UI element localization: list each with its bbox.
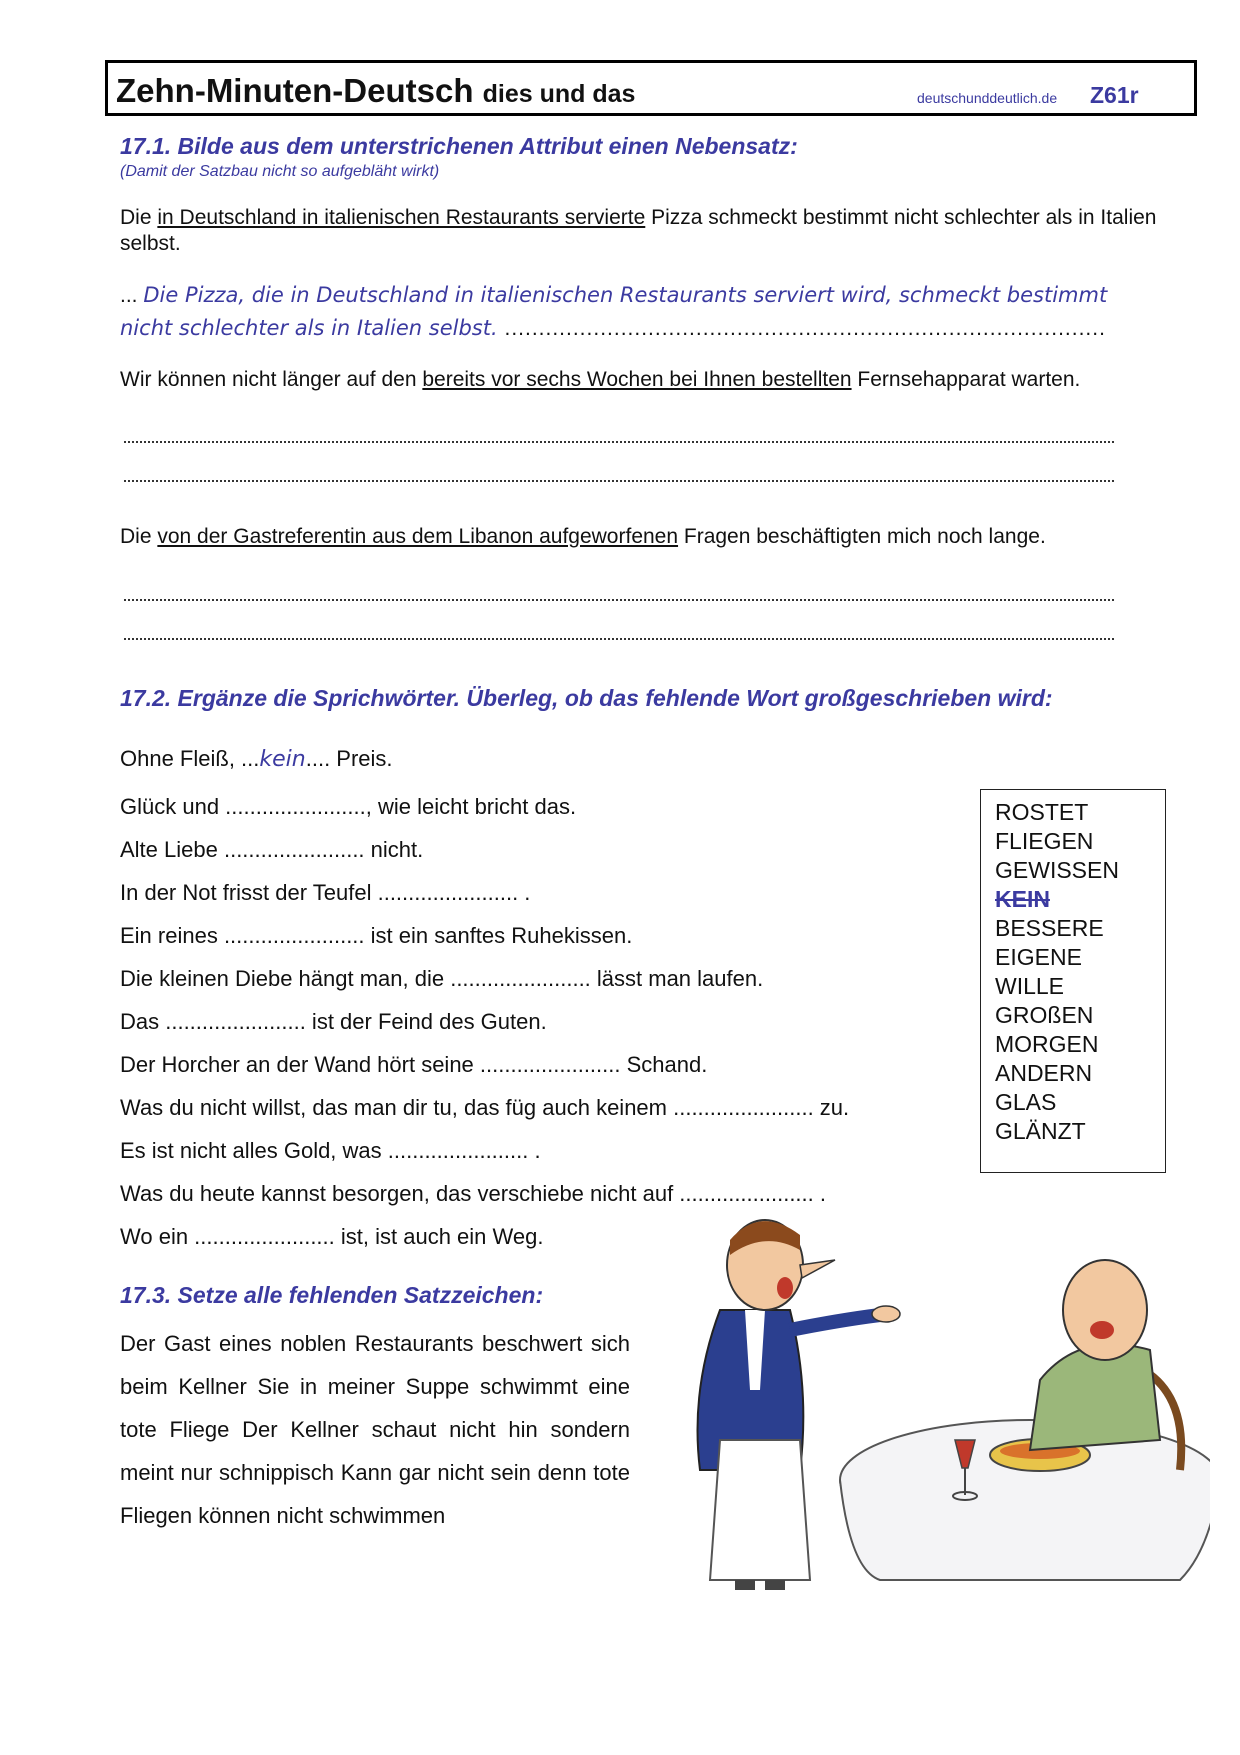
worksheet-subtitle: dies und das (482, 80, 636, 108)
example-sentence: Die in Deutschland in italienischen Restaurants servierte Pizza schmeckt bestimmt nicht schlechter als in Italien selbst. (120, 206, 1157, 255)
word-item: EIGENE (995, 944, 1082, 970)
exercise-sentence-3: Die von der Gastreferentin aus dem Libanon aufgeworfenen Fragen beschäftigten mich noch lange. (120, 525, 1046, 548)
example-answer: ... Die Pizza, die in Deutschland in italienischen Restaurants serviert wird, schmeckt bestimmt nicht schlechter als in Italien selbst. ........................................................................................ (120, 283, 1108, 340)
section-17-1-heading: 17.1. Bilde aus dem unterstrichenen Attribut einen Nebensatz: (120, 133, 798, 159)
word-item: BESSERE (995, 915, 1104, 941)
word-item-used: KEIN (995, 886, 1050, 912)
proverb: Alte Liebe ....................... nicht. (120, 837, 424, 862)
word-box (980, 789, 1166, 1173)
word-item: ANDERN (995, 1060, 1093, 1086)
proverb: Die kleinen Diebe hängt man, die ....................... lässt man laufen. (120, 966, 764, 991)
handwritten-fill: kein (259, 747, 306, 772)
word-item: ROSTET (995, 799, 1089, 825)
handwritten-answer-2: nicht schlechter als in Italien selbst. (120, 316, 498, 340)
proverb: Es ist nicht alles Gold, was ....................... . (120, 1138, 541, 1163)
guest-head (1063, 1260, 1147, 1360)
section-17-3-heading: 17.3. Setze alle fehlenden Satzzeichen: (120, 1282, 544, 1308)
word-item: GEWISSEN (995, 857, 1119, 883)
word-item: GROßEN (995, 1002, 1094, 1028)
waiter-mouth (777, 1277, 793, 1299)
word-item: WILLE (995, 973, 1065, 999)
punctuation-exercise-text: Der Gast eines noblen Restaurants beschwert sich beim Kellner Sie in meiner Suppe schwimmt eine tote Fliege Der Kellner schaut nicht hin sondern meint nur schnippisch Kann gar nicht sein denn tote Fliegen können nicht schwimmen (120, 1331, 630, 1528)
proverb: Was du heute kannst besorgen, das verschiebe nicht auf ...................... . (120, 1181, 826, 1206)
word-item: MORGEN (995, 1031, 1099, 1057)
proverb: In der Not frisst der Teufel ....................... . (120, 880, 531, 905)
answer-line[interactable] (124, 470, 1114, 482)
answer-line[interactable] (124, 431, 1114, 443)
underlined-attribute: bereits vor sechs Wochen bei Ihnen bestellten (422, 368, 852, 391)
word-item: GLÄNZT (995, 1118, 1086, 1144)
sheet-code: Z61r (1090, 82, 1139, 108)
waiter-nose (800, 1260, 835, 1278)
word-item: GLAS (995, 1089, 1057, 1115)
worksheet-title: Zehn-Minuten-Deutsch dies und das (116, 72, 636, 109)
proverb: Das ....................... ist der Feind des Guten. (120, 1009, 547, 1034)
exercise-sentence-2: Wir können nicht länger auf den bereits vor sechs Wochen bei Ihnen bestellten Fernsehapparat warten. (120, 368, 1081, 391)
guest-mouth (1090, 1321, 1114, 1339)
proverb: Der Horcher an der Wand hört seine ....................... Schand. (120, 1052, 708, 1077)
proverb: Was du nicht willst, das man dir tu, das füg auch keinem ....................... zu. (120, 1095, 850, 1120)
proverb: Glück und ......................., wie leicht bricht das. (120, 794, 577, 819)
section-17-1-note: (Damit der Satzbau nicht so aufgebläht wirkt) (120, 163, 440, 180)
waiter-arm (790, 1315, 880, 1330)
answer-line[interactable] (124, 589, 1114, 601)
underlined-attribute: von der Gastreferentin aus dem Libanon aufgeworfenen (157, 525, 679, 548)
waiter-hand (872, 1306, 900, 1322)
underlined-attribute: in Deutschland in italienischen Restaurants servierte (157, 206, 646, 229)
word-item: FLIEGEN (995, 828, 1094, 854)
waiter-apron (710, 1440, 810, 1580)
proverb-example: Ohne Fleiß, ...kein.... Preis. (120, 746, 393, 772)
proverb: Ein reines ....................... ist ein sanftes Ruhekissen. (120, 923, 633, 948)
waiter-guest-illustration (650, 1210, 1210, 1590)
proverb: Wo ein ....................... ist, ist auch ein Weg. (120, 1224, 544, 1249)
answer-line[interactable] (124, 628, 1114, 640)
handwritten-answer-1: Die Pizza, die in Deutschland in italienischen Restaurants serviert wird, schmeckt bestimmt (143, 283, 1108, 307)
section-17-2-heading: 17.2. Ergänze die Sprichwörter. Überleg, ob das fehlende Wort großgeschrieben wird: (120, 685, 1053, 711)
table-cloth-drape (840, 1480, 1210, 1580)
site-name[interactable]: deutschunddeutlich.de (917, 90, 1058, 106)
guest-shirt (1030, 1344, 1160, 1450)
